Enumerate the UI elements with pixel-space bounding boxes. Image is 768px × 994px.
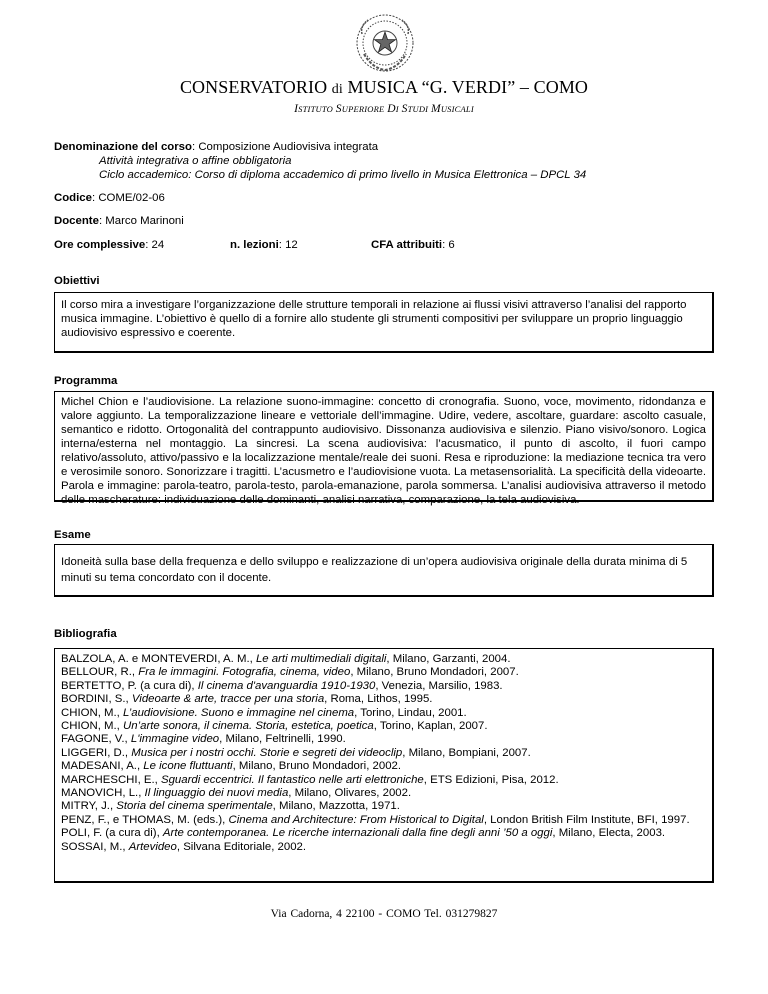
bib-entry: BORDINI, S., Videoarte & arte, tracce per una storia, Roma, Lithos, 1995. — [61, 693, 433, 706]
codice-line: Codice: COME/02-06 — [54, 192, 165, 204]
bib-entry: MANOVICH, L., Il linguaggio dei nuovi media, Milano, Olivares, 2002. — [61, 787, 412, 800]
ore-line: Ore complessive: 24 — [54, 239, 165, 251]
programma-heading: Programma — [54, 375, 118, 387]
cfa-line: CFA attribuiti: 6 — [371, 239, 455, 251]
lezioni-line: n. lezioni: 12 — [230, 239, 298, 251]
bib-entry: MADESANI, A., Le icone fluttuanti, Milano, Bruno Mondadori, 2002. — [61, 760, 402, 773]
bib-entry: MARCHESCHI, E., Sguardi eccentrici. Il fantastico nelle arti elettroniche, ETS Edizioni, Pisa, 2012. — [61, 773, 559, 786]
esame-heading: Esame — [54, 529, 91, 541]
republic-emblem-icon — [354, 12, 416, 74]
obiettivi-text: Il corso mira a investigare l’organizzazione delle strutture temporali in relazione ai flussi visivi attraverso l’analisi del rapporto musica immagine. L’obiettivo è quello di a fornire allo studente gli strumenti compositivi per sviluppare un proprio linguaggio audiovisivo espressivo e coerente. — [61, 299, 687, 339]
bib-entry: CHION, M., Un’arte sonora, il cinema. Storia, estetica, poetica, Torino, Kaplan, 2007. — [61, 720, 488, 733]
institution-subtitle: ISTITUTO SUPERIORE DI STUDI MUSICALI — [294, 103, 474, 115]
bib-entry: BELLOUR, R., Fra le immagini. Fotografia, cinema, video, Milano, Bruno Mondadori, 2007. — [61, 666, 519, 679]
ciclo-line: Ciclo accademico: Corso di diploma accademico di primo livello in Musica Elettronica – DPCL 34 — [99, 169, 587, 181]
footer-address: Via Cadorna, 4 22100 - COMO Tel. 031279827 — [270, 908, 498, 920]
programma-box — [54, 391, 714, 506]
institution-title: CONSERVATORIO di MUSICA “G. VERDI” – COMO — [179, 77, 589, 97]
denominazione-line: Denominazione del corso: Composizione Audiovisiva integrata — [54, 141, 379, 153]
docente-line: Docente: Marco Marinoni — [54, 215, 184, 227]
bib-entry: BALZOLA, A. e MONTEVERDI, A. M., Le arti multimediali digitali, Milano, Garzanti, 2004. — [61, 653, 511, 665]
obiettivi-heading: Obiettivi — [54, 275, 100, 287]
bibliografia-heading: Bibliografia — [54, 628, 117, 640]
bib-entry: BERTETTO, P. (a cura di), Il cinema d'avanguardia 1910-1930, Venezia, Marsilio, 1983. — [61, 679, 503, 692]
bibliografia-box — [54, 648, 714, 883]
bib-entry: PENZ, F., e THOMAS, M. (eds.), Cinema and Architecture: From Historical to Digital, London British Film Institute, BFI, 1997. — [61, 813, 690, 826]
bib-entry: POLI, F. (a cura di), Arte contemporanea. Le ricerche internazionali dalla fine degli anni ’50 a oggi, Milano, Electa, 2003. — [61, 827, 666, 840]
bib-entry: CHION, M., L’audiovisione. Suono e immagine nel cinema, Torino, Lindau, 2001. — [61, 706, 467, 719]
esame-text: Idoneità sulla base della frequenza e dello sviluppo e realizzazione di un’opera audiovisiva originale della durata minima di 5 minuti su tema concordato con il docente. — [61, 556, 688, 584]
obiettivi-box — [54, 292, 714, 353]
esame-box — [54, 544, 714, 597]
bib-entry: SOSSAI, M., Artevideo, Silvana Editoriale, 2002. — [61, 840, 307, 853]
programma-text: Michel Chion e l’audiovisione. La relazione suono-immagine: concetto di cronografia. Suono, voce, movimento, ridondanza e valore aggiunto. La temporalizzazione lineare e vettoriale dell’immagine. Udire, vedere, ascoltare, guardare: ascolto casuale, semantico e ridotto. Ortogonalità del contrappunto audiovisivo. Dissonanza audiovisiva e silenzio. Piano visivo/sonoro. Logica interna/esterna nel montaggio. La sincresi. La scena audiovisiva: l’acusmatico, il punto di ascolto, il fuori campo relativo/assoluto, attivo/passivo e la localizzazione mentale/reale dei suoni. Resa e riproduzione: la mediazione tecnica tra vero e verosimile sonoro. Sonorizzare i tragitti. L’acusmetro e l’audiovisione vuota. La metasensorialità. La specificità della videoarte. Parola e immagine: parola-teatro, parola-testo, parola-emanazione, parola sommersa. L’analisi audiovisiva attraverso il metodo delle mascherature: individuazione delle dominanti, analisi narrativa, comparazione, la tela audiovisiva. — [61, 396, 706, 506]
bib-entry: LIGGERI, D., Musica per i nostri occhi. Storie e segreti dei videoclip, Milano, Bompiani, 2007. — [61, 746, 531, 759]
bib-entry: MITRY, J., Storia del cinema sperimentale, Milano, Mazzotta, 1971. — [61, 800, 400, 813]
attivita-line: Attività integrativa o affine obbligatoria — [99, 155, 292, 167]
bib-entry: FAGONE, V., L'immagine video, Milano, Feltrinelli, 1990. — [61, 733, 346, 746]
